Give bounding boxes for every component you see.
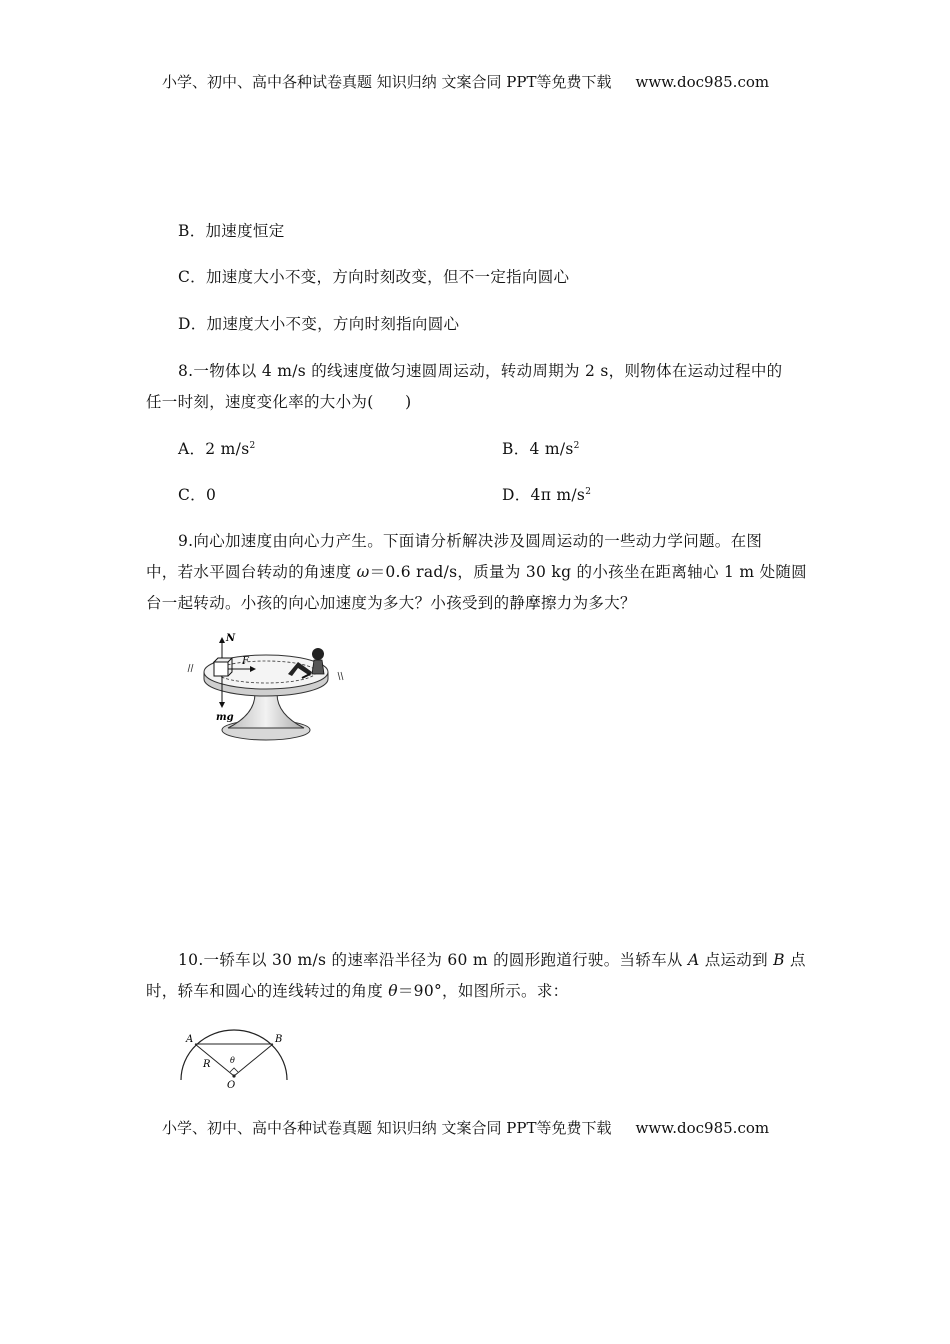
q10-theta: θ <box>388 982 398 1000</box>
q9-line-1: 9.向心加速度由向心力产生。下面请分析解决涉及圆周运动的一些动力学问题。在图 <box>178 532 763 550</box>
track-arc <box>181 1030 287 1080</box>
fig-label-o: O <box>227 1080 236 1091</box>
q7-option-d: D．加速度大小不变，方向时刻指向圆心 <box>178 315 460 333</box>
header-text: 小学、初中、高中各种试卷真题 知识归纳 文案合同 PPT等免费下载 <box>162 73 612 91</box>
header-site: www.doc985.com <box>635 73 770 91</box>
label-mg: mg <box>216 712 234 723</box>
footer-site: www.doc985.com <box>635 1119 770 1137</box>
q8-option-a: A．2 $m/s^2$ <box>178 440 256 458</box>
q10-line-2: 时，轿车和圆心的连线转过的角度 θ＝90°，如图所示。求： <box>146 982 569 1000</box>
q8-line-1: 8.一物体以 4 m/s 的线速度做匀速圆周运动，转动周期为 2 s，则物体在运动过程中的 <box>178 362 783 380</box>
rotation-mark-left <box>188 664 193 672</box>
q9-line-2: 中，若水平圆台转动的角速度 ω＝0.6 rad/s，质量为 30 kg 的小孩坐在距离轴心 1 m 处随圆 <box>146 563 807 581</box>
rotating-platform-figure <box>178 626 358 746</box>
right-angle-mark <box>230 1068 238 1072</box>
fig-label-theta: θ <box>230 1056 235 1065</box>
q10-line-1: 10.一轿车以 30 m/s 的速率沿半径为 60 m 的圆形跑道行驶。当轿车从 A 点运动到 B 点 <box>178 951 806 969</box>
q8-option-d: D．4π $m/s^2$ <box>502 486 592 504</box>
label-n: N <box>226 633 236 644</box>
q8-option-d-exp: 2 <box>585 487 592 497</box>
q8-option-b-exp: 2 <box>573 441 580 451</box>
page-footer <box>162 1117 769 1138</box>
q10-point-b: B <box>773 951 785 969</box>
radius-ob <box>234 1044 273 1076</box>
fig-label-b: B <box>275 1034 283 1045</box>
circular-track-figure <box>176 1022 296 1092</box>
q8-line-2: 任一时刻，速度变化率的大小为( ) <box>146 393 412 411</box>
normal-force-arrow <box>219 637 225 643</box>
q8-option-b: B．4 $m/s^2$ <box>502 440 580 458</box>
fig-label-a: A <box>186 1034 194 1045</box>
gravity-arrow <box>219 702 225 708</box>
q8-option-c: C．0 <box>178 486 217 504</box>
q7-option-c: C．加速度大小不变，方向时刻改变，但不一定指向圆心 <box>178 268 570 286</box>
block <box>214 662 228 676</box>
fig-label-r: R <box>203 1059 211 1070</box>
rotation-mark-right <box>338 672 343 680</box>
page-header <box>162 71 769 92</box>
q9-omega: ω <box>356 563 370 581</box>
q9-line-3: 台一起转动。小孩的向心加速度为多大？小孩受到的静摩擦力为多大？ <box>146 594 636 612</box>
label-f: F <box>242 656 249 667</box>
center-point <box>232 1074 235 1077</box>
footer-text: 小学、初中、高中各种试卷真题 知识归纳 文案合同 PPT等免费下载 <box>162 1119 612 1137</box>
radius-oa <box>195 1044 234 1076</box>
q10-point-a: A <box>687 951 700 969</box>
q8-option-a-exp: 2 <box>249 441 256 451</box>
q7-option-b: B．加速度恒定 <box>178 222 285 240</box>
